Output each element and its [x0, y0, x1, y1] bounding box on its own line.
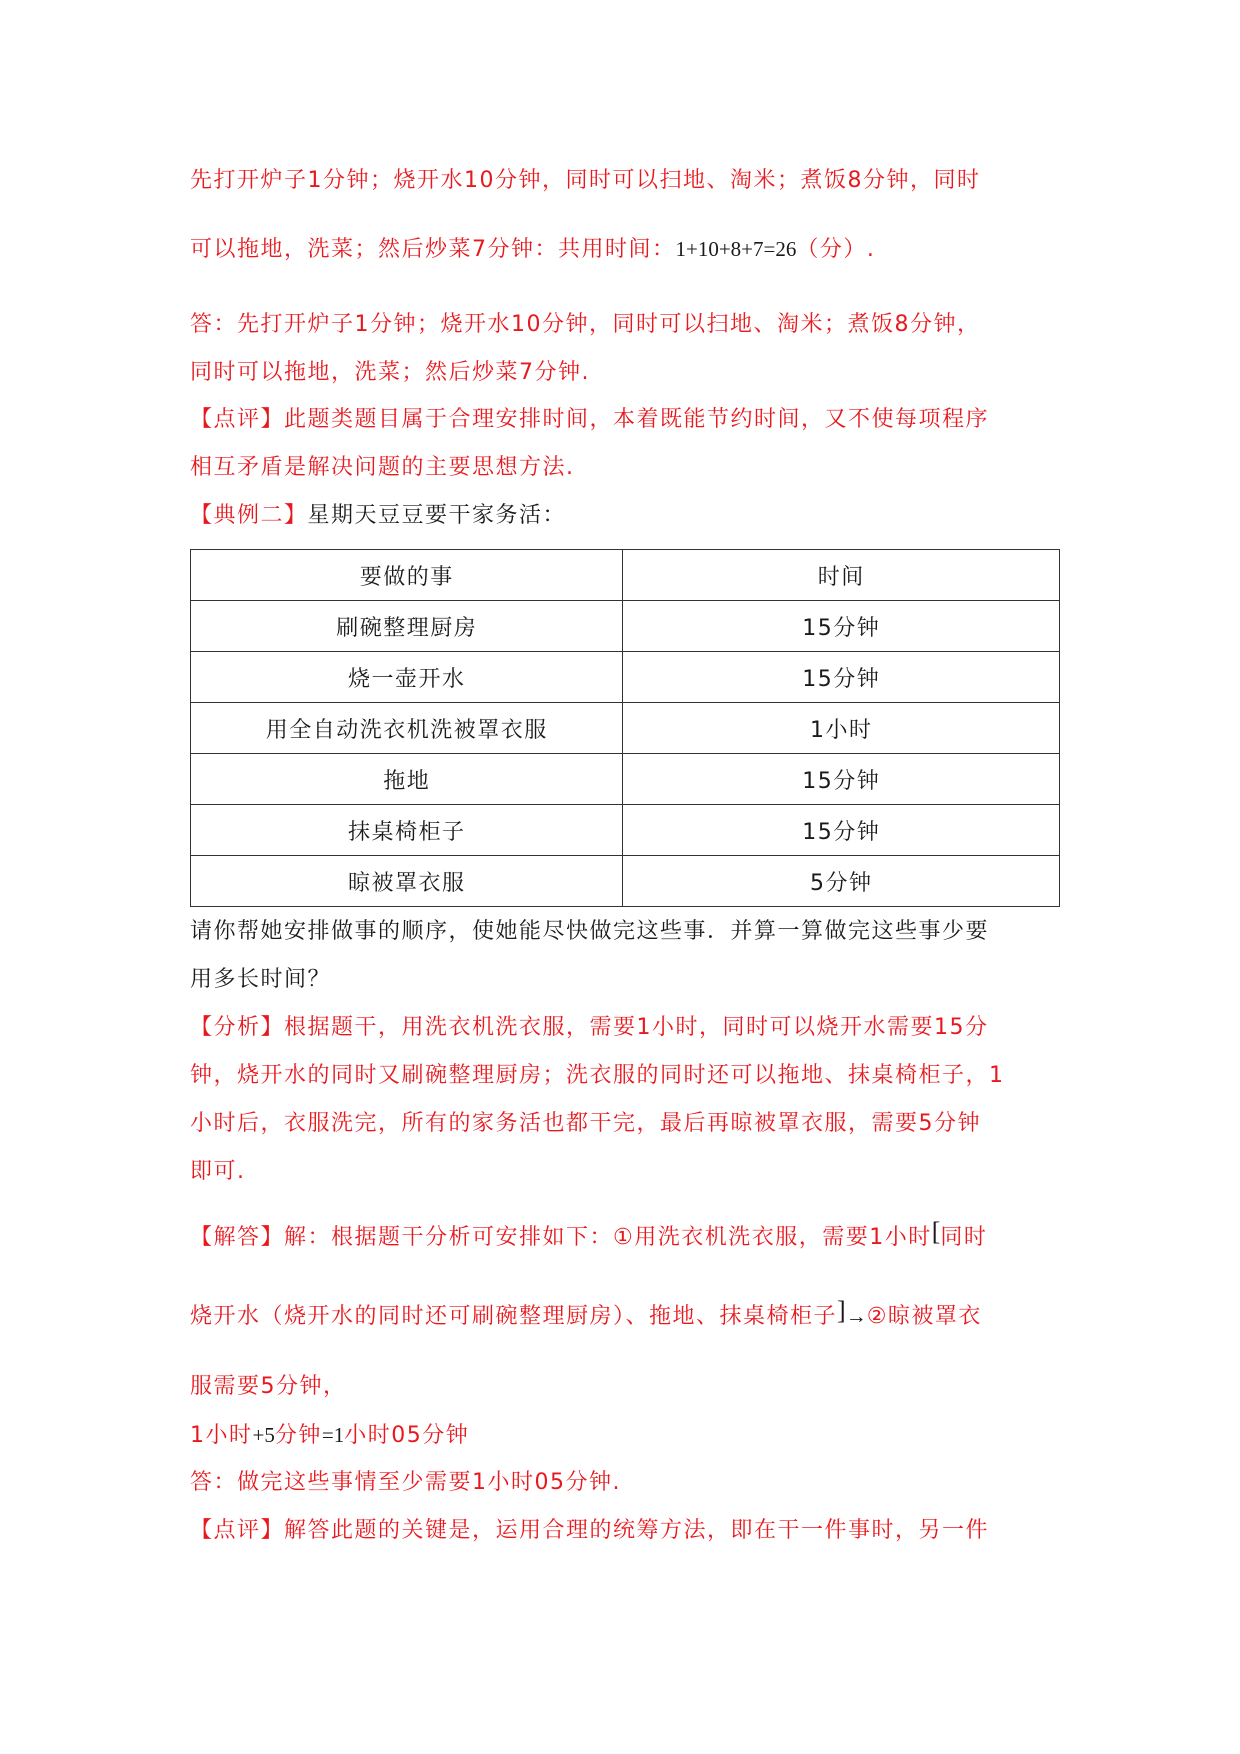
close-bracket: ] — [837, 1296, 846, 1325]
review-text: 此题类题目属于合理安排时间，本着既能节约时间，又不使每项程序 — [284, 407, 990, 432]
answer-line-1: 答：先打开炉子1分钟；烧开水10分钟，同时可以扫地、淘米；煮饭8分钟， — [190, 312, 981, 337]
analysis-line-2: 钟，烧开水的同时又刷碗整理厨房；洗衣服的同时还可以拖地、抹桌椅柜子，1 — [190, 1063, 1005, 1088]
time-cell: 15分钟 — [623, 652, 1060, 703]
table-row — [191, 703, 1060, 754]
example-text: 星期天豆豆要干家务活： — [307, 503, 567, 528]
table-row — [191, 754, 1060, 805]
open-bracket: [ — [931, 1217, 941, 1246]
time-sum-formula: 1+10+8+7=26 — [675, 237, 797, 261]
task-cell: 刷碗整理厨房 — [191, 601, 623, 652]
table-header-row — [191, 550, 1060, 601]
calc-part-a: 1小时 — [190, 1423, 253, 1448]
example-tag: 【典例二】 — [190, 503, 308, 528]
solution-line-2 — [190, 1296, 1060, 1332]
analysis-line-4: 即可. — [190, 1159, 246, 1184]
review-2-line-1 — [190, 1516, 1060, 1546]
review-line-2: 相互矛盾是解决问题的主要思想方法. — [190, 455, 575, 480]
text-line-2-body: 可以拖地，洗菜；然后炒菜7分钟：共用时间： — [190, 237, 676, 262]
solution-line-3: 服需要5分钟， — [190, 1374, 347, 1399]
calc-part-c: 分钟 — [274, 1423, 322, 1448]
text-line-1: 先打开炉子1分钟；烧开水10分钟，同时可以扫地、淘米；煮饭8分钟，同时 — [190, 168, 981, 193]
solution-text-2: 烧开水（烧开水的同时还可刷碗整理厨房）、拖地、抹桌椅柜子 — [190, 1304, 838, 1329]
solution-tail-1: 同时 — [940, 1225, 988, 1250]
question-line-1: 请你帮她安排做事的顺序，使她能尽快做完这些事．并算一算做完这些事少要 — [190, 919, 990, 944]
solution-tail-2: ②晾被罩衣 — [866, 1304, 982, 1329]
calc-plus-five: +5 — [252, 1423, 275, 1447]
review-tag: 【点评】 — [190, 407, 285, 432]
review-2-tag: 【点评】 — [190, 1518, 285, 1543]
question-line-2: 用多长时间？ — [190, 967, 332, 992]
task-cell: 抹桌椅柜子 — [191, 805, 623, 856]
time-cell: 5分钟 — [623, 856, 1060, 907]
review-2-text: 解答此题的关键是，运用合理的统筹方法，即在干一件事时，另一件 — [284, 1518, 990, 1543]
time-cell: 15分钟 — [623, 754, 1060, 805]
table-row — [191, 652, 1060, 703]
text-line-2-tail: （分）. — [796, 237, 876, 262]
time-cell: 15分钟 — [623, 805, 1060, 856]
calc-equals-one: =1 — [321, 1423, 345, 1447]
task-cell: 拖地 — [191, 754, 623, 805]
text-line-2 — [190, 234, 1060, 265]
task-cell: 烧一壶开水 — [191, 652, 623, 703]
header-time: 时间 — [623, 550, 1060, 601]
solution-answer: 答：做完这些事情至少需要1小时05分钟. — [190, 1470, 621, 1495]
solution-text-1: 解：根据题干分析可安排如下：①用洗衣机洗衣服，需要1小时 — [284, 1225, 932, 1250]
solution-tag: 【解答】 — [190, 1225, 285, 1250]
chores-table — [190, 549, 1060, 907]
time-cell: 1小时 — [623, 703, 1060, 754]
analysis-line-1: 【分析】根据题干，用洗衣机洗衣服，需要1小时，同时可以烧开水需要15分 — [190, 1015, 989, 1040]
time-cell: 15分钟 — [623, 601, 1060, 652]
table-row — [191, 856, 1060, 907]
analysis-line-3: 小时后，衣服洗完，所有的家务活也都干完，最后再晾被罩衣服，需要5分钟 — [190, 1111, 981, 1136]
answer-line-2: 同时可以拖地，洗菜；然后炒菜7分钟. — [190, 360, 590, 385]
task-cell: 用全自动洗衣机洗被罩衣服 — [191, 703, 623, 754]
calc-part-e: 小时05分钟 — [344, 1423, 470, 1448]
solution-line-1 — [190, 1217, 1060, 1253]
header-task: 要做的事 — [191, 550, 623, 601]
task-cell: 晾被罩衣服 — [191, 856, 623, 907]
example-heading — [190, 501, 1060, 531]
arrow-symbol: → — [845, 1304, 867, 1328]
table-row — [191, 805, 1060, 856]
review-line-1 — [190, 405, 1060, 435]
solution-line-4 — [190, 1420, 1060, 1451]
table-row — [191, 601, 1060, 652]
